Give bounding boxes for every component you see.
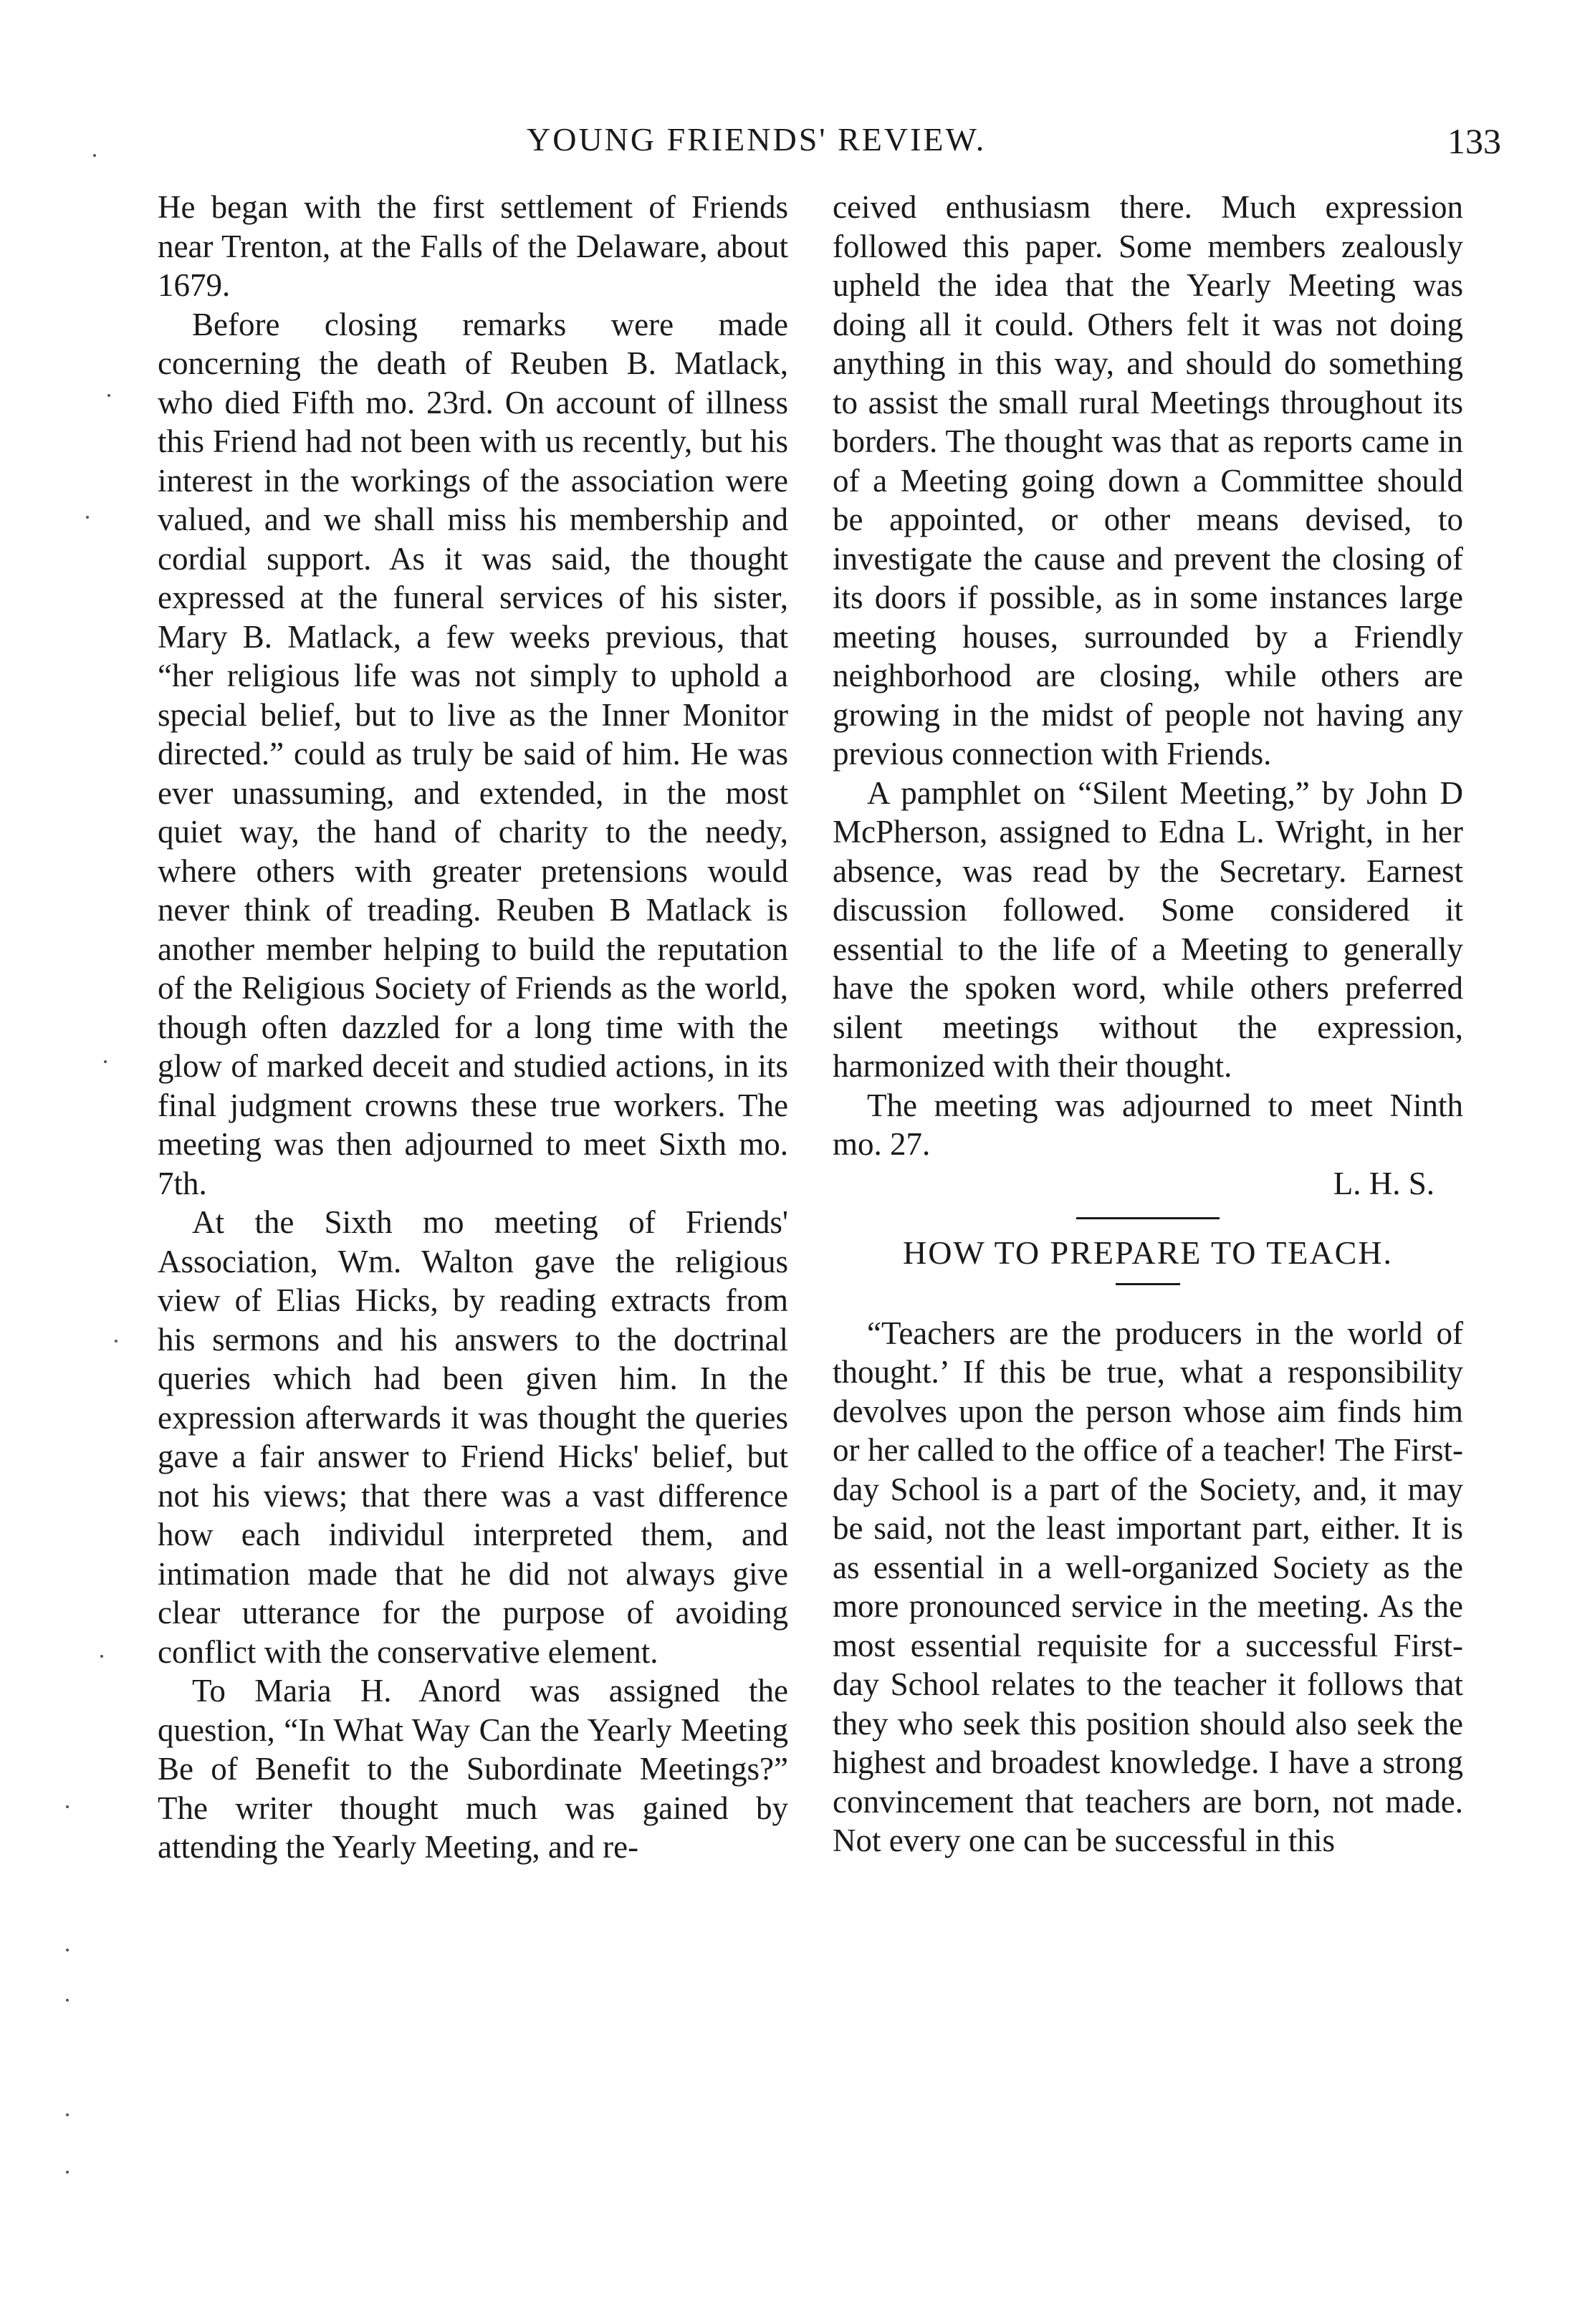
paragraph: A pamphlet on “Silent Meeting,” by John D McPherson, assigned to Edna L. Wright, in her absence, was read by the Secretary. Earnest discussion followed. Some considered it essential to the life of a Meeting to generally have the spoken word, while others preferred silent meetings without the expression, harmonized with their thought. (833, 774, 1463, 1084)
paragraph: He began with the first settlement of Friends near Trenton, at the Falls of the Delaware, about 1679. (158, 189, 788, 303)
page-header (154, 120, 1501, 171)
left-column (158, 188, 788, 1867)
right-column (833, 188, 1463, 1860)
page-number: 133 (1447, 121, 1501, 161)
paragraph: “Teachers are the producers in the world of thought.’ If this be true, what a responsibility devolves upon the person whose aim finds him or her called to the office of a teacher! The First-day School is a part of the Society, and, it may be said, not the least important part, either. It is as essential in a well-organized Society as the more pronounced service in the meeting. As the most essential requisite for a successful First-day School relates to the teacher it follows that they who seek this position should also seek the highest and broadest knowledge. I have a strong convincement that teachers are born, not made. Not every one can be successful in this (833, 1315, 1463, 1858)
paragraph: ceived enthusiasm there. Much expression followed this paper. Some members zealously upheld the idea that the Yearly Meeting was doing all it could. Others felt it was not doing anything in this way, and should do something to assist the small rural Meetings throughout its borders. The thought was that as reports came in of a Meeting going down a Committee should be appointed, or other means devised, to investigate the cause and prevent the closing of its doors if possible, as in some instances large meeting houses, surrounded by a Friendly neighborhood are closing, while others are growing in the midst of people not having any previous connection with Friends. (833, 189, 1463, 772)
running-head: YOUNG FRIENDS' REVIEW. (527, 121, 987, 158)
section-divider (1076, 1217, 1220, 1219)
section-heading: HOW TO PREPARE TO TEACH. (902, 1234, 1394, 1271)
paragraph: Before closing remarks were made concerning the death of Reuben B. Matlack, who died Fifth mo. 23rd. On account of illness this Friend had not been with us recently, but his interest in the workings of the association were valued, and we shall miss his membership and cordial support. As it was said, the thought expressed at the funeral services of his sister, Mary B. Matlack, a few weeks previous, that “her religious life was not simply to uphold a special belief, but to live as the Inner Monitor directed.” could as truly be said of him. He was ever unassuming, and extended, in the most quiet way, the hand of charity to the needy, where others with greater pretensions would never think of treading. Reuben B Matlack is another member helping to build the reputation of the Religious Society of Friends as the world, though often dazzled for a long time with the glow of marked deceit and studied actions, in its final judgment crowns these true workers. The meeting was then adjourned to meet Sixth mo. 7th. (158, 306, 788, 1201)
paragraph: To Maria H. Anord was assigned the question, “In What Way Can the Yearly Meeting Be of Benefit to the Subordinate Meetings?” The writer thought much was gained by attending the Yearly Meeting, and re- (158, 1673, 788, 1865)
heading-rule (1116, 1283, 1180, 1285)
paragraph: At the Sixth mo meeting of Friends' Association, Wm. Walton gave the religious view of Elias Hicks, by reading extracts from his sermons and his answers to the doctrinal queries which had been given him. In the expression afterwards it was thought the queries gave a fair answer to Friend Hicks' belief, but not his views; that there was a vast difference how each individul interpreted them, and intimation made that he did not always give clear utterance for the purpose of avoiding conflict with the conservative element. (158, 1204, 788, 1670)
adjournment-text: The meeting was adjourned to meet Ninth mo. 27. (833, 1087, 1463, 1162)
adjournment-paragraph (833, 1086, 1463, 1164)
signature-line (833, 1164, 1463, 1204)
signature: L. H. S. (1333, 1165, 1434, 1201)
